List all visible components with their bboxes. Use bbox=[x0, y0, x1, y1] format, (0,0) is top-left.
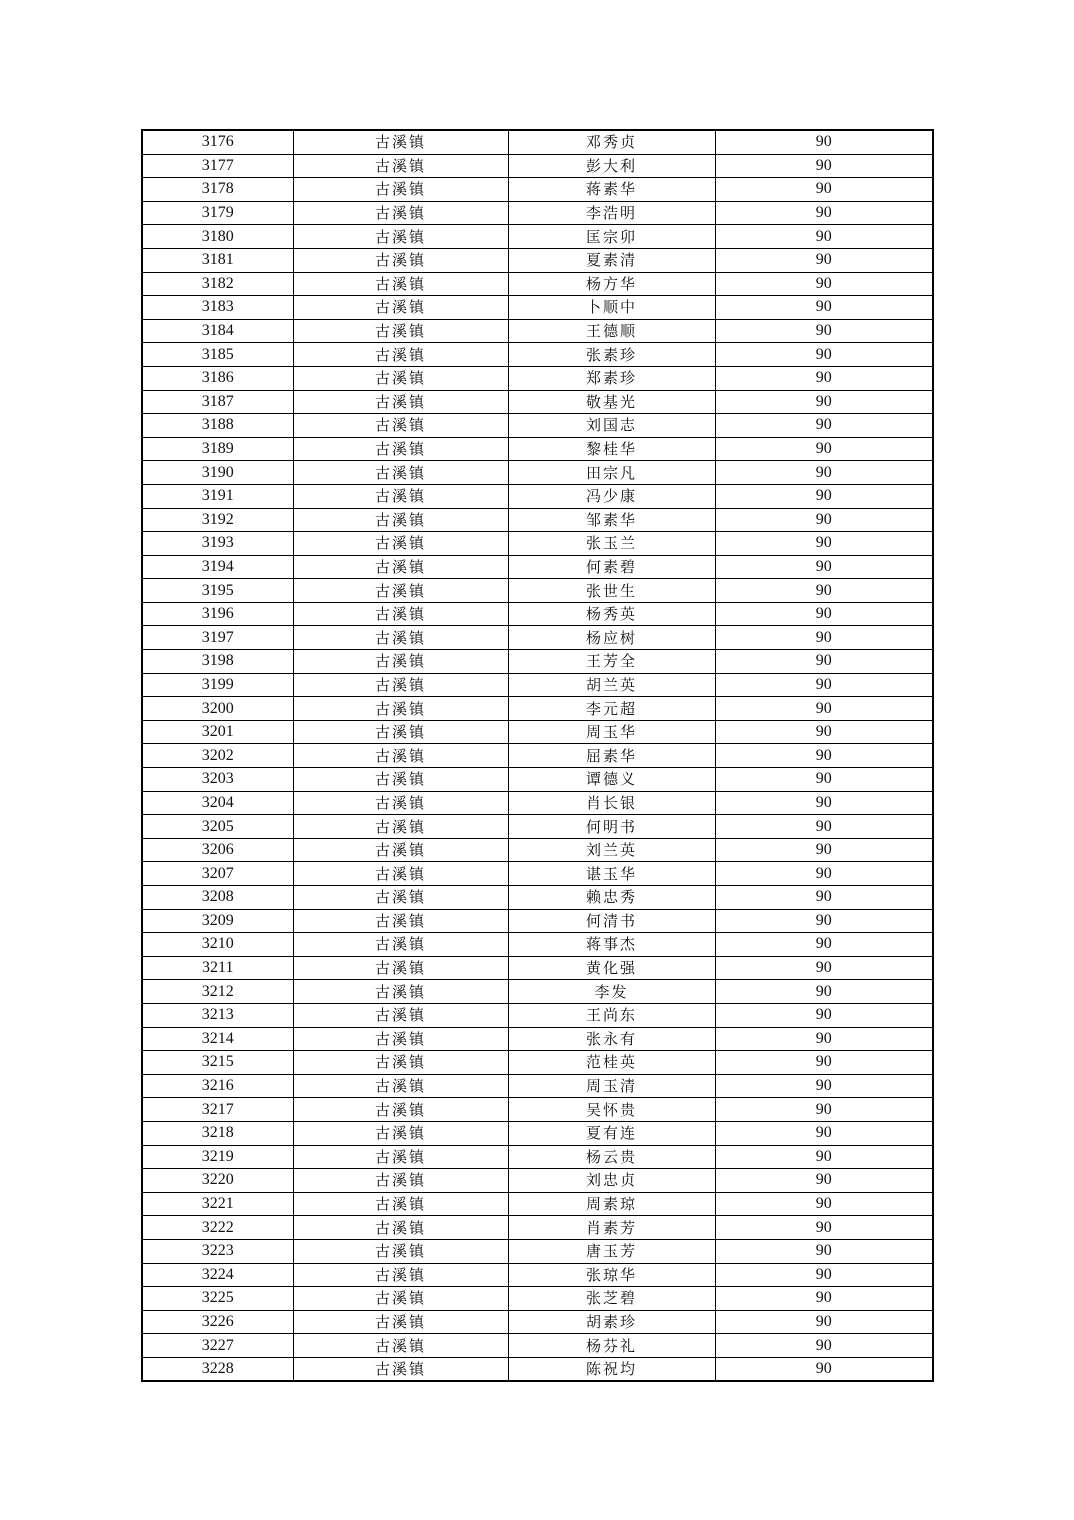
table-row bbox=[142, 154, 933, 178]
person-name-cell: 刘忠贞 bbox=[508, 1169, 715, 1193]
value-cell: 90 bbox=[715, 886, 933, 910]
row-number-cell: 3192 bbox=[142, 508, 293, 532]
row-number-cell: 3177 bbox=[142, 154, 293, 178]
person-name-cell: 蒋素华 bbox=[508, 178, 715, 202]
row-number-cell: 3205 bbox=[142, 815, 293, 839]
value-cell: 90 bbox=[715, 650, 933, 674]
town-cell: 古溪镇 bbox=[293, 744, 508, 768]
row-number-cell: 3180 bbox=[142, 225, 293, 249]
value-cell: 90 bbox=[715, 602, 933, 626]
town-cell: 古溪镇 bbox=[293, 319, 508, 343]
person-name-cell: 谭德义 bbox=[508, 768, 715, 792]
value-cell: 90 bbox=[715, 1003, 933, 1027]
table-row bbox=[142, 437, 933, 461]
row-number-cell: 3185 bbox=[142, 343, 293, 367]
row-number-cell: 3190 bbox=[142, 461, 293, 485]
table-row bbox=[142, 1216, 933, 1240]
table-row bbox=[142, 1287, 933, 1311]
town-cell: 古溪镇 bbox=[293, 1003, 508, 1027]
row-number-cell: 3203 bbox=[142, 768, 293, 792]
row-number-cell: 3184 bbox=[142, 319, 293, 343]
value-cell: 90 bbox=[715, 1192, 933, 1216]
person-name-cell: 屈素华 bbox=[508, 744, 715, 768]
value-cell: 90 bbox=[715, 933, 933, 957]
row-number-cell: 3187 bbox=[142, 390, 293, 414]
row-number-cell: 3176 bbox=[142, 130, 293, 154]
person-name-cell: 肖长银 bbox=[508, 791, 715, 815]
town-cell: 古溪镇 bbox=[293, 980, 508, 1004]
table-row bbox=[142, 248, 933, 272]
town-cell: 古溪镇 bbox=[293, 1357, 508, 1381]
person-name-cell: 郑素珍 bbox=[508, 366, 715, 390]
person-name-cell: 蒋事杰 bbox=[508, 933, 715, 957]
row-number-cell: 3179 bbox=[142, 201, 293, 225]
person-name-cell: 邹素华 bbox=[508, 508, 715, 532]
value-cell: 90 bbox=[715, 130, 933, 154]
data-table bbox=[141, 129, 934, 1382]
table-row bbox=[142, 461, 933, 485]
value-cell: 90 bbox=[715, 437, 933, 461]
value-cell: 90 bbox=[715, 1027, 933, 1051]
table-row bbox=[142, 602, 933, 626]
town-cell: 古溪镇 bbox=[293, 461, 508, 485]
person-name-cell: 何明书 bbox=[508, 815, 715, 839]
town-cell: 古溪镇 bbox=[293, 555, 508, 579]
row-number-cell: 3225 bbox=[142, 1287, 293, 1311]
table-row bbox=[142, 1239, 933, 1263]
row-number-cell: 3207 bbox=[142, 862, 293, 886]
row-number-cell: 3182 bbox=[142, 272, 293, 296]
person-name-cell: 周玉清 bbox=[508, 1074, 715, 1098]
row-number-cell: 3227 bbox=[142, 1334, 293, 1358]
value-cell: 90 bbox=[715, 343, 933, 367]
person-name-cell: 张素珍 bbox=[508, 343, 715, 367]
value-cell: 90 bbox=[715, 1216, 933, 1240]
town-cell: 古溪镇 bbox=[293, 1310, 508, 1334]
town-cell: 古溪镇 bbox=[293, 343, 508, 367]
table-row bbox=[142, 1121, 933, 1145]
value-cell: 90 bbox=[715, 838, 933, 862]
person-name-cell: 邓秀贞 bbox=[508, 130, 715, 154]
row-number-cell: 3178 bbox=[142, 178, 293, 202]
person-name-cell: 胡素珍 bbox=[508, 1310, 715, 1334]
person-name-cell: 匡宗卯 bbox=[508, 225, 715, 249]
person-name-cell: 彭大利 bbox=[508, 154, 715, 178]
row-number-cell: 3200 bbox=[142, 697, 293, 721]
town-cell: 古溪镇 bbox=[293, 1287, 508, 1311]
table-row bbox=[142, 1192, 933, 1216]
value-cell: 90 bbox=[715, 484, 933, 508]
row-number-cell: 3210 bbox=[142, 933, 293, 957]
table-row bbox=[142, 862, 933, 886]
value-cell: 90 bbox=[715, 390, 933, 414]
value-cell: 90 bbox=[715, 1239, 933, 1263]
value-cell: 90 bbox=[715, 248, 933, 272]
value-cell: 90 bbox=[715, 673, 933, 697]
town-cell: 古溪镇 bbox=[293, 933, 508, 957]
table-row bbox=[142, 1357, 933, 1381]
town-cell: 古溪镇 bbox=[293, 130, 508, 154]
town-cell: 古溪镇 bbox=[293, 673, 508, 697]
row-number-cell: 3216 bbox=[142, 1074, 293, 1098]
table-row bbox=[142, 1051, 933, 1075]
person-name-cell: 卜顺中 bbox=[508, 296, 715, 320]
row-number-cell: 3186 bbox=[142, 366, 293, 390]
table-row bbox=[142, 414, 933, 438]
person-name-cell: 杨芬礼 bbox=[508, 1334, 715, 1358]
table-row bbox=[142, 933, 933, 957]
table-row bbox=[142, 532, 933, 556]
table-row bbox=[142, 815, 933, 839]
value-cell: 90 bbox=[715, 154, 933, 178]
town-cell: 古溪镇 bbox=[293, 768, 508, 792]
value-cell: 90 bbox=[715, 862, 933, 886]
town-cell: 古溪镇 bbox=[293, 1334, 508, 1358]
person-name-cell: 唐玉芳 bbox=[508, 1239, 715, 1263]
person-name-cell: 刘兰英 bbox=[508, 838, 715, 862]
town-cell: 古溪镇 bbox=[293, 1169, 508, 1193]
table-row bbox=[142, 178, 933, 202]
table-row bbox=[142, 1098, 933, 1122]
value-cell: 90 bbox=[715, 909, 933, 933]
table-row bbox=[142, 225, 933, 249]
value-cell: 90 bbox=[715, 791, 933, 815]
table-row bbox=[142, 720, 933, 744]
town-cell: 古溪镇 bbox=[293, 1216, 508, 1240]
town-cell: 古溪镇 bbox=[293, 225, 508, 249]
value-cell: 90 bbox=[715, 555, 933, 579]
value-cell: 90 bbox=[715, 815, 933, 839]
table-row bbox=[142, 626, 933, 650]
person-name-cell: 张玉兰 bbox=[508, 532, 715, 556]
row-number-cell: 3191 bbox=[142, 484, 293, 508]
town-cell: 古溪镇 bbox=[293, 1239, 508, 1263]
town-cell: 古溪镇 bbox=[293, 1192, 508, 1216]
table-row bbox=[142, 343, 933, 367]
person-name-cell: 黎桂华 bbox=[508, 437, 715, 461]
row-number-cell: 3224 bbox=[142, 1263, 293, 1287]
table-row bbox=[142, 1334, 933, 1358]
town-cell: 古溪镇 bbox=[293, 248, 508, 272]
value-cell: 90 bbox=[715, 414, 933, 438]
table-row bbox=[142, 1145, 933, 1169]
table-row bbox=[142, 980, 933, 1004]
value-cell: 90 bbox=[715, 1169, 933, 1193]
value-cell: 90 bbox=[715, 1334, 933, 1358]
value-cell: 90 bbox=[715, 461, 933, 485]
value-cell: 90 bbox=[715, 1098, 933, 1122]
person-name-cell: 杨秀英 bbox=[508, 602, 715, 626]
row-number-cell: 3201 bbox=[142, 720, 293, 744]
table-row bbox=[142, 130, 933, 154]
value-cell: 90 bbox=[715, 956, 933, 980]
person-name-cell: 王德顺 bbox=[508, 319, 715, 343]
row-number-cell: 3211 bbox=[142, 956, 293, 980]
town-cell: 古溪镇 bbox=[293, 579, 508, 603]
person-name-cell: 陈祝均 bbox=[508, 1357, 715, 1381]
row-number-cell: 3221 bbox=[142, 1192, 293, 1216]
value-cell: 90 bbox=[715, 1263, 933, 1287]
value-cell: 90 bbox=[715, 1121, 933, 1145]
value-cell: 90 bbox=[715, 366, 933, 390]
value-cell: 90 bbox=[715, 225, 933, 249]
person-name-cell: 张琼华 bbox=[508, 1263, 715, 1287]
table-row bbox=[142, 744, 933, 768]
town-cell: 古溪镇 bbox=[293, 154, 508, 178]
person-name-cell: 李元超 bbox=[508, 697, 715, 721]
table-row bbox=[142, 296, 933, 320]
table-row bbox=[142, 508, 933, 532]
value-cell: 90 bbox=[715, 1357, 933, 1381]
town-cell: 古溪镇 bbox=[293, 484, 508, 508]
table-body bbox=[142, 130, 933, 1381]
person-name-cell: 王尚东 bbox=[508, 1003, 715, 1027]
table-row bbox=[142, 909, 933, 933]
town-cell: 古溪镇 bbox=[293, 390, 508, 414]
table-row bbox=[142, 579, 933, 603]
person-name-cell: 冯少康 bbox=[508, 484, 715, 508]
town-cell: 古溪镇 bbox=[293, 1145, 508, 1169]
row-number-cell: 3198 bbox=[142, 650, 293, 674]
town-cell: 古溪镇 bbox=[293, 956, 508, 980]
town-cell: 古溪镇 bbox=[293, 650, 508, 674]
person-name-cell: 王芳全 bbox=[508, 650, 715, 674]
person-name-cell: 肖素芳 bbox=[508, 1216, 715, 1240]
table-row bbox=[142, 1169, 933, 1193]
row-number-cell: 3194 bbox=[142, 555, 293, 579]
value-cell: 90 bbox=[715, 744, 933, 768]
table-row bbox=[142, 838, 933, 862]
table-row bbox=[142, 956, 933, 980]
town-cell: 古溪镇 bbox=[293, 437, 508, 461]
row-number-cell: 3220 bbox=[142, 1169, 293, 1193]
value-cell: 90 bbox=[715, 980, 933, 1004]
table-row bbox=[142, 1310, 933, 1334]
town-cell: 古溪镇 bbox=[293, 720, 508, 744]
town-cell: 古溪镇 bbox=[293, 272, 508, 296]
town-cell: 古溪镇 bbox=[293, 532, 508, 556]
town-cell: 古溪镇 bbox=[293, 366, 508, 390]
row-number-cell: 3195 bbox=[142, 579, 293, 603]
value-cell: 90 bbox=[715, 626, 933, 650]
value-cell: 90 bbox=[715, 508, 933, 532]
value-cell: 90 bbox=[715, 1310, 933, 1334]
value-cell: 90 bbox=[715, 768, 933, 792]
row-number-cell: 3183 bbox=[142, 296, 293, 320]
town-cell: 古溪镇 bbox=[293, 1074, 508, 1098]
row-number-cell: 3202 bbox=[142, 744, 293, 768]
town-cell: 古溪镇 bbox=[293, 1051, 508, 1075]
town-cell: 古溪镇 bbox=[293, 1098, 508, 1122]
row-number-cell: 3188 bbox=[142, 414, 293, 438]
person-name-cell: 黄化强 bbox=[508, 956, 715, 980]
row-number-cell: 3214 bbox=[142, 1027, 293, 1051]
value-cell: 90 bbox=[715, 1074, 933, 1098]
value-cell: 90 bbox=[715, 1145, 933, 1169]
person-name-cell: 田宗凡 bbox=[508, 461, 715, 485]
person-name-cell: 夏素清 bbox=[508, 248, 715, 272]
town-cell: 古溪镇 bbox=[293, 602, 508, 626]
town-cell: 古溪镇 bbox=[293, 414, 508, 438]
town-cell: 古溪镇 bbox=[293, 1027, 508, 1051]
person-name-cell: 夏有连 bbox=[508, 1121, 715, 1145]
table-row bbox=[142, 650, 933, 674]
table-row bbox=[142, 201, 933, 225]
table-row bbox=[142, 1003, 933, 1027]
person-name-cell: 张世生 bbox=[508, 579, 715, 603]
value-cell: 90 bbox=[715, 697, 933, 721]
person-name-cell: 范桂英 bbox=[508, 1051, 715, 1075]
town-cell: 古溪镇 bbox=[293, 508, 508, 532]
row-number-cell: 3212 bbox=[142, 980, 293, 1004]
row-number-cell: 3199 bbox=[142, 673, 293, 697]
town-cell: 古溪镇 bbox=[293, 909, 508, 933]
row-number-cell: 3189 bbox=[142, 437, 293, 461]
table-row bbox=[142, 366, 933, 390]
row-number-cell: 3206 bbox=[142, 838, 293, 862]
row-number-cell: 3209 bbox=[142, 909, 293, 933]
table-row bbox=[142, 319, 933, 343]
person-name-cell: 吴怀贵 bbox=[508, 1098, 715, 1122]
town-cell: 古溪镇 bbox=[293, 201, 508, 225]
value-cell: 90 bbox=[715, 1287, 933, 1311]
person-name-cell: 张永有 bbox=[508, 1027, 715, 1051]
town-cell: 古溪镇 bbox=[293, 626, 508, 650]
value-cell: 90 bbox=[715, 1051, 933, 1075]
table-row bbox=[142, 886, 933, 910]
town-cell: 古溪镇 bbox=[293, 862, 508, 886]
person-name-cell: 刘国志 bbox=[508, 414, 715, 438]
person-name-cell: 李发 bbox=[508, 980, 715, 1004]
table-row bbox=[142, 1074, 933, 1098]
town-cell: 古溪镇 bbox=[293, 815, 508, 839]
person-name-cell: 张芝碧 bbox=[508, 1287, 715, 1311]
table-row bbox=[142, 390, 933, 414]
value-cell: 90 bbox=[715, 296, 933, 320]
table-row bbox=[142, 697, 933, 721]
row-number-cell: 3197 bbox=[142, 626, 293, 650]
row-number-cell: 3196 bbox=[142, 602, 293, 626]
value-cell: 90 bbox=[715, 319, 933, 343]
table-row bbox=[142, 768, 933, 792]
row-number-cell: 3222 bbox=[142, 1216, 293, 1240]
row-number-cell: 3228 bbox=[142, 1357, 293, 1381]
person-name-cell: 赖忠秀 bbox=[508, 886, 715, 910]
person-name-cell: 周玉华 bbox=[508, 720, 715, 744]
row-number-cell: 3181 bbox=[142, 248, 293, 272]
town-cell: 古溪镇 bbox=[293, 697, 508, 721]
row-number-cell: 3215 bbox=[142, 1051, 293, 1075]
person-name-cell: 敬基光 bbox=[508, 390, 715, 414]
person-name-cell: 何素碧 bbox=[508, 555, 715, 579]
person-name-cell: 杨云贵 bbox=[508, 1145, 715, 1169]
value-cell: 90 bbox=[715, 201, 933, 225]
table-row bbox=[142, 673, 933, 697]
row-number-cell: 3219 bbox=[142, 1145, 293, 1169]
value-cell: 90 bbox=[715, 272, 933, 296]
row-number-cell: 3217 bbox=[142, 1098, 293, 1122]
table-row bbox=[142, 1263, 933, 1287]
table-row bbox=[142, 484, 933, 508]
person-name-cell: 胡兰英 bbox=[508, 673, 715, 697]
value-cell: 90 bbox=[715, 720, 933, 744]
row-number-cell: 3204 bbox=[142, 791, 293, 815]
row-number-cell: 3193 bbox=[142, 532, 293, 556]
row-number-cell: 3223 bbox=[142, 1239, 293, 1263]
table-row bbox=[142, 555, 933, 579]
person-name-cell: 李浩明 bbox=[508, 201, 715, 225]
town-cell: 古溪镇 bbox=[293, 296, 508, 320]
value-cell: 90 bbox=[715, 178, 933, 202]
row-number-cell: 3208 bbox=[142, 886, 293, 910]
town-cell: 古溪镇 bbox=[293, 178, 508, 202]
town-cell: 古溪镇 bbox=[293, 886, 508, 910]
value-cell: 90 bbox=[715, 579, 933, 603]
table-row bbox=[142, 791, 933, 815]
person-name-cell: 杨应树 bbox=[508, 626, 715, 650]
data-table-container bbox=[141, 129, 932, 1382]
person-name-cell: 周素琼 bbox=[508, 1192, 715, 1216]
town-cell: 古溪镇 bbox=[293, 1263, 508, 1287]
town-cell: 古溪镇 bbox=[293, 791, 508, 815]
table-row bbox=[142, 272, 933, 296]
table-row bbox=[142, 1027, 933, 1051]
row-number-cell: 3218 bbox=[142, 1121, 293, 1145]
person-name-cell: 谌玉华 bbox=[508, 862, 715, 886]
person-name-cell: 杨方华 bbox=[508, 272, 715, 296]
town-cell: 古溪镇 bbox=[293, 838, 508, 862]
row-number-cell: 3226 bbox=[142, 1310, 293, 1334]
person-name-cell: 何清书 bbox=[508, 909, 715, 933]
town-cell: 古溪镇 bbox=[293, 1121, 508, 1145]
value-cell: 90 bbox=[715, 532, 933, 556]
row-number-cell: 3213 bbox=[142, 1003, 293, 1027]
